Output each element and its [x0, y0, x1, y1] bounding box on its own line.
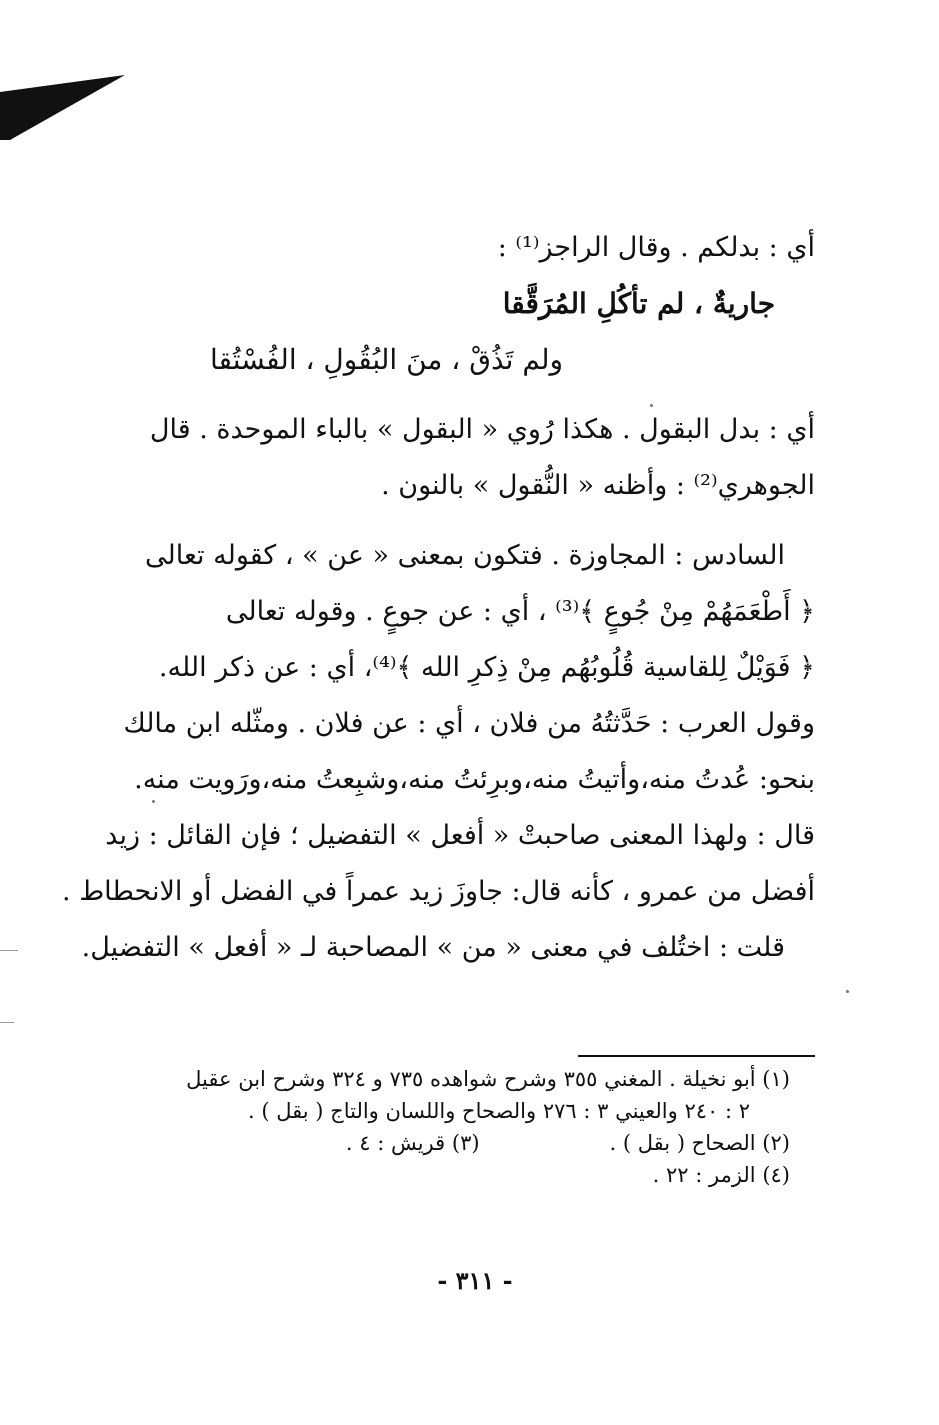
- text-line-4: السادس : المجاوزة . فتكون بمعنى « عن » ، كقوله تعالى: [145, 540, 785, 571]
- text-line-3: الجوهري⁽²⁾ : وأظنه « النُّقول » بالنون .: [381, 470, 815, 501]
- footnote-1-line-1: (١) أبو نخيلة . المغني ٣٥٥ وشرح شواهده ٧٣٥ و ٣٢٤ وشرح ابن عقيل: [186, 1067, 790, 1091]
- scan-speck: [650, 404, 653, 407]
- footnote-3: (٣) قريش : ٤ .: [345, 1131, 480, 1155]
- verse-line-2: ولم تَذُقْ ، منَ البُقُولِ ، الفُسْتُقا: [210, 343, 564, 376]
- text-line-7: وقول العرب : حَدَّثتُهُ من فلان ، أي : عن فلان . ومثّله ابن مالك: [123, 708, 815, 739]
- text-line-6: ﴿ فَوَيْلٌ لِلقاسية قُلُوبُهُم مِنْ ذِكرِ الله ﴾⁽⁴⁾، أي : عن ذكر الله.: [158, 652, 815, 683]
- text-line-9: قال : ولهذا المعنى صاحبتْ « أفعل » التفضيل ؛ فإن القائل : زيد: [105, 820, 815, 851]
- footnote-separator: [578, 1055, 815, 1057]
- text-line-1: أي : بدلكم . وقال الراجز⁽¹⁾ :: [497, 232, 815, 263]
- scan-edge-line: [0, 950, 18, 951]
- footnotes: [170, 1063, 790, 1191]
- footnote-row-2-3: [170, 1127, 790, 1159]
- text-line-11: قلت : اختُلف في معنى « من » المصاحبة لـ « أفعل » التفضيل.: [81, 932, 785, 963]
- page-number: - ٣١١ -: [437, 1266, 513, 1295]
- main-text: [62, 220, 815, 976]
- footnote-1-line-2: ٢ : ٢٤٠ والعيني ٣ : ٢٧٦ والصحاح واللسان والتاج ( بقل ) .: [248, 1099, 750, 1123]
- scan-shadow-mark: [0, 70, 130, 150]
- footnote-2: (٢) الصحاح ( بقل ) .: [609, 1131, 790, 1155]
- verse-line-1: جاريةٌ ، لم تأكُلِ المُرَقَّقا: [502, 287, 775, 320]
- text-line-10: أفضل من عمرو ، كأنه قال: جاوزَ زيد عمراً في الفضل أو الانحطاط .: [62, 876, 815, 907]
- text-line-2: أي : بدل البقول . هكذا رُوي « البقول » بالباء الموحدة . قال: [149, 414, 815, 445]
- scan-speck: [152, 800, 155, 803]
- footnote-4: (٤) الزمر : ٢٢ .: [652, 1163, 790, 1187]
- text-line-5: ﴿ أَطْعَمَهُمْ مِنْ جُوعٍ ﴾⁽³⁾ ، أي : عن جوعٍ . وقوله تعالى: [225, 596, 815, 627]
- scan-speck: [846, 990, 849, 993]
- scan-edge-line: [0, 1022, 14, 1023]
- text-line-8: بنحو: عُدتُ منه،وأتيتُ منه،وبرِئتُ منه،وشبِعتُ منه،ورَويت منه.: [134, 764, 815, 795]
